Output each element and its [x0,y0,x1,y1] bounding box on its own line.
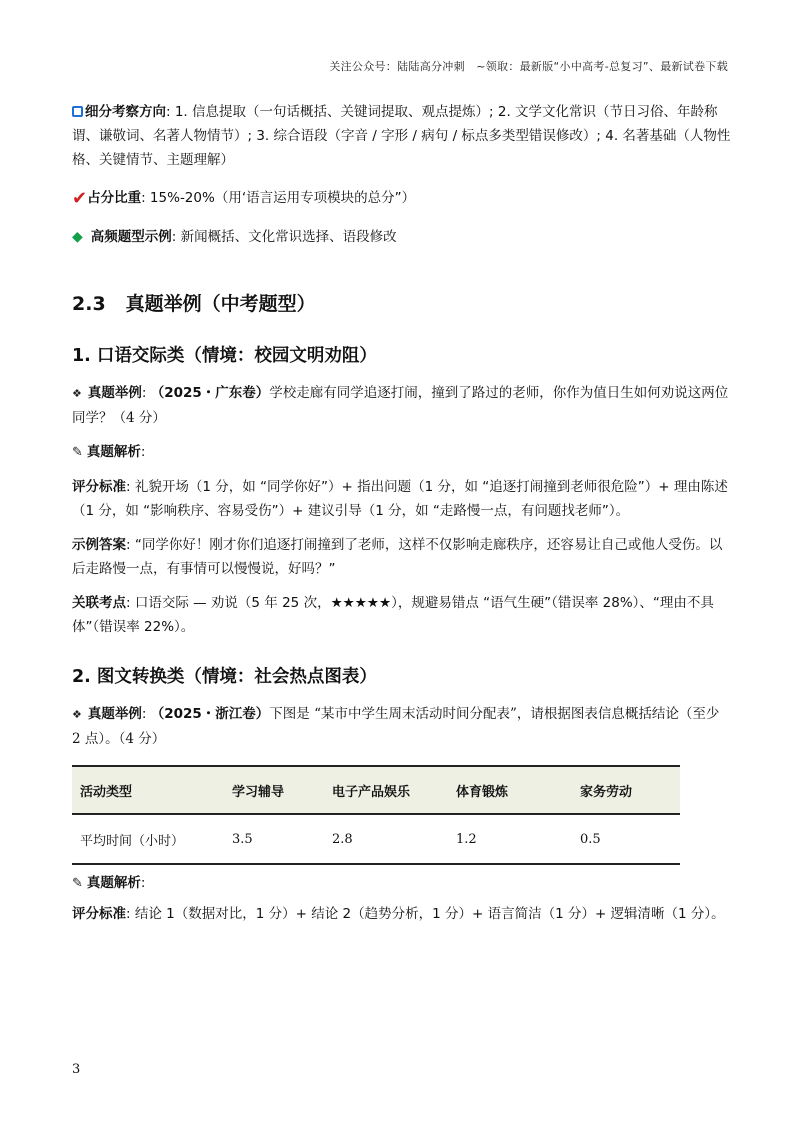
q1-criteria [72,475,732,523]
section-number: 2.3 [72,293,106,315]
q2-example-source: （2025・浙江卷） [150,706,270,722]
q2-analysis-label: 真题解析 [86,875,141,891]
q1-analysis-label: 真题解析 [86,444,141,460]
main-content [72,100,732,926]
q1-example-text: 学校走廊有同学追逐打闹，撞到了路过的老师，你作为值日生如何劝说这两位同学？（4 分） [72,385,729,426]
small-diamond-icon: ❖ [72,387,82,400]
q2-criteria-label: 评分标准 [72,906,126,922]
table-header-cell: 家务劳动 [572,766,680,814]
q2-analysis-colon: : [140,875,146,891]
q1-analysis-colon: : [140,444,146,460]
q1-analysis [72,440,732,465]
q1-criteria-text: : 礼貌开场（1 分，如 “同学你好”）+ 指出问题（1 分，如 “追逐打闹撞到老师很危险”）+ 理由陈述（1 分，如 “影响秩序、容易受伤”）+ 建议引导（1 分，如 “走路慢一点，有问题找老师”）。 [72,479,728,519]
q1-example-label: 真题举例 [87,385,142,401]
q1-points-label: 关联考点 [72,595,126,611]
q1-criteria-label: 评分标准 [72,479,126,495]
table-header-row [72,766,680,814]
q1-example-source: （2025・广东卷） [150,385,270,401]
q1-points [72,591,732,639]
section-heading [72,289,732,316]
frequent-paragraph [72,225,732,249]
table-header-cell: 活动类型 [72,766,224,814]
page-number: 3 [72,1062,81,1077]
weight-text: : 15%-20%（用‘语言运用专项模块的总分”） [141,190,416,206]
q2-example-text: 下图是 “某市中学生周末活动时间分配表”，请根据图表信息概括结论（至少 2 点）。（4 分） [72,706,720,747]
table-cell: 0.5 [572,814,680,864]
pencil-icon: ✎ [72,876,83,891]
diamond-bullet-icon: ◆ [72,229,83,245]
q1-answer [72,533,732,581]
activity-time-table [72,765,680,865]
q2-analysis [72,871,732,896]
weight-paragraph [72,186,732,211]
pencil-icon: ✎ [72,445,83,460]
directions-label: 细分考察方向 [85,104,166,120]
weight-label: 占分比重 [87,190,142,206]
table-cell: 平均时间（小时） [72,814,224,864]
q1-example [72,381,732,430]
table-row [72,814,680,864]
section-title: 真题举例（中考题型） [125,293,316,315]
table-cell: 1.2 [448,814,572,864]
check-mark-icon: ✔ [72,188,88,209]
table-cell: 2.8 [324,814,448,864]
q2-example [72,702,732,751]
table-header-cell: 体育锻炼 [448,766,572,814]
q2-criteria-text: : 结论 1（数据对比，1 分）+ 结论 2（趋势分析，1 分）+ 语言简洁（1 分）+ 逻辑清晰（1 分）。 [126,906,725,922]
small-diamond-icon: ❖ [72,708,82,721]
table-cell: 3.5 [224,814,324,864]
q2-heading: 2. 图文转换类（情境：社会热点图表） [72,667,377,687]
q1-answer-text: : “同学你好！刚才你们追逐打闹撞到了老师，这样不仅影响走廊秩序，还容易让自己或他人受伤。以后走路慢一点，有事情可以慢慢说，好吗？” [72,537,723,577]
page-header: 关注公众号：陆陆高分冲刺 ~领取：最新版“小中高考-总复习”、最新试卷下载 [329,60,728,73]
table-header-cell: 学习辅导 [224,766,324,814]
table-header-cell: 电子产品娱乐 [324,766,448,814]
q2-example-colon: : [141,706,151,722]
frequent-text: : 新闻概括、文化常识选择、语段修改 [171,229,397,245]
q1-example-colon: : [141,385,151,401]
square-bullet-icon [72,106,83,117]
q1-heading: 1. 口语交际类（情境：校园文明劝阻） [72,346,377,366]
directions-text: : 1. 信息提取（一句话概括、关键词提取、观点提炼）; 2. 文学文化常识（节日习俗、年龄称谓、谦敬词、名著人物情节）; 3. 综合语段（字音 / 字形 / 病句 / 标点多类型错误修改）; 4. 名著基础（人物性格、关键情节、主题理解） [72,104,731,168]
q2-example-label: 真题举例 [87,706,142,722]
q1-answer-label: 示例答案 [72,537,126,553]
frequent-label: 高频题型示例 [90,229,172,245]
directions-paragraph [72,100,732,172]
q2-criteria [72,902,732,926]
q1-points-text: : 口语交际 — 劝说（5 年 25 次，★★★★★），规避易错点 “语气生硬”（错误率 28%）、“理由不具体”（错误率 22%）。 [72,595,714,635]
